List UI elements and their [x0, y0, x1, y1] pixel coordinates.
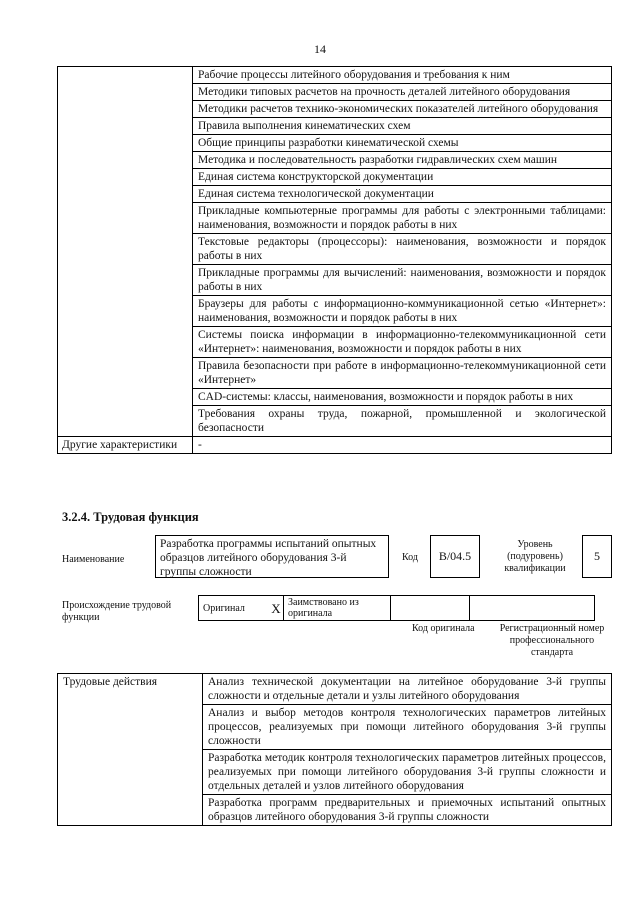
- knowledge-item: Текстовые редакторы (процессоры): наименования, возможности и порядок работы в них: [193, 234, 612, 265]
- knowledge-item: Прикладные программы для вычислений: наименования, возможности и порядок работы в них: [193, 265, 612, 296]
- knowledge-item: Прикладные компьютерные программы для работы с электронными таблицами: наименования, возможности и порядок работы в них: [193, 203, 612, 234]
- labor-action-item: Анализ и выбор методов контроля технологических параметров литейных процессов, реализуемых при помощи литейного оборудования 3-й группы сложности: [203, 705, 612, 750]
- knowledge-item: Правила выполнения кинематических схем: [193, 118, 612, 135]
- table-row: [58, 674, 612, 705]
- knowledge-item: CAD-системы: классы, наименования, возможности и порядок работы в них: [193, 389, 612, 406]
- level-value: 5: [582, 535, 612, 578]
- reg-number-cell: [470, 596, 595, 621]
- other-characteristics-row: [58, 437, 612, 454]
- knowledge-item: Системы поиска информации в информационно-телекоммуникационной сети «Интернет»: наименования, возможности и порядок работы в них: [193, 327, 612, 358]
- knowledge-item: Правила безопасности при работе в информационно-телекоммуникационной сети «Интернет»: [193, 358, 612, 389]
- labor-action-item: Разработка методик контроля технологических параметров литейных процессов, реализуемых при помощи литейного оборудования 3-й группы сложности и отдельных деталей и узлов литейного оборудования: [203, 750, 612, 795]
- level-label: Уровень (подуровень) квалификации: [504, 539, 566, 574]
- knowledge-item: Методики типовых расчетов на прочность деталей литейного оборудования: [193, 84, 612, 101]
- origin-label: Происхождение трудовой функции: [62, 600, 172, 623]
- knowledge-item: Единая система технологической документации: [193, 186, 612, 203]
- code-label: Код: [402, 552, 418, 563]
- table-row: [58, 67, 612, 84]
- origin-mark: X: [269, 596, 284, 621]
- section-title: 3.2.4. Трудовая функция: [62, 510, 199, 524]
- knowledge-item: Общие принципы разработки кинематической схемы: [193, 135, 612, 152]
- function-name: Разработка программы испытаний опытных образцов литейного оборудования 3-й группы сложности: [155, 535, 389, 578]
- reg-number-label: Регистрационный номер профессионального стандарта: [499, 623, 605, 658]
- origin-original: Оригинал: [199, 596, 270, 621]
- knowledge-table: [57, 66, 612, 454]
- labor-action-item: Анализ технической документации на литейное оборудование 3-й группы сложности и отдельные детали и узлы литейного оборудования: [203, 674, 612, 705]
- page-number: 14: [314, 42, 326, 56]
- origin-borrowed: Заимствовано из оригинала: [284, 596, 391, 621]
- labor-actions-label: Трудовые действия: [58, 674, 203, 826]
- knowledge-item: Требования охраны труда, пожарной, промышленной и экологической безопасности: [193, 406, 612, 437]
- knowledge-item: Единая система конструкторской документации: [193, 169, 612, 186]
- code-value: B/04.5: [430, 535, 480, 578]
- origin-table: [198, 595, 595, 621]
- labor-actions-table: [57, 673, 612, 826]
- other-characteristics-label: Другие характеристики: [58, 437, 193, 454]
- knowledge-item: Методика и последовательность разработки гидравлических схем машин: [193, 152, 612, 169]
- knowledge-item: Браузеры для работы с информационно-коммуникационной сетью «Интернет»: наименования, возможности и порядок работы в них: [193, 296, 612, 327]
- name-label: Наименование: [62, 554, 125, 565]
- knowledge-item: Рабочие процессы литейного оборудования и требования к ним: [193, 67, 612, 84]
- knowledge-label-cell: [58, 67, 193, 437]
- knowledge-item: Методики расчетов технико-экономических показателей литейного оборудования: [193, 101, 612, 118]
- other-characteristics-value: -: [193, 437, 612, 454]
- code-original-cell: [391, 596, 470, 621]
- labor-action-item: Разработка программ предварительных и приемочных испытаний опытных образцов литейного оборудования 3-й группы сложности: [203, 795, 612, 826]
- code-original-label: Код оригинала: [412, 623, 475, 634]
